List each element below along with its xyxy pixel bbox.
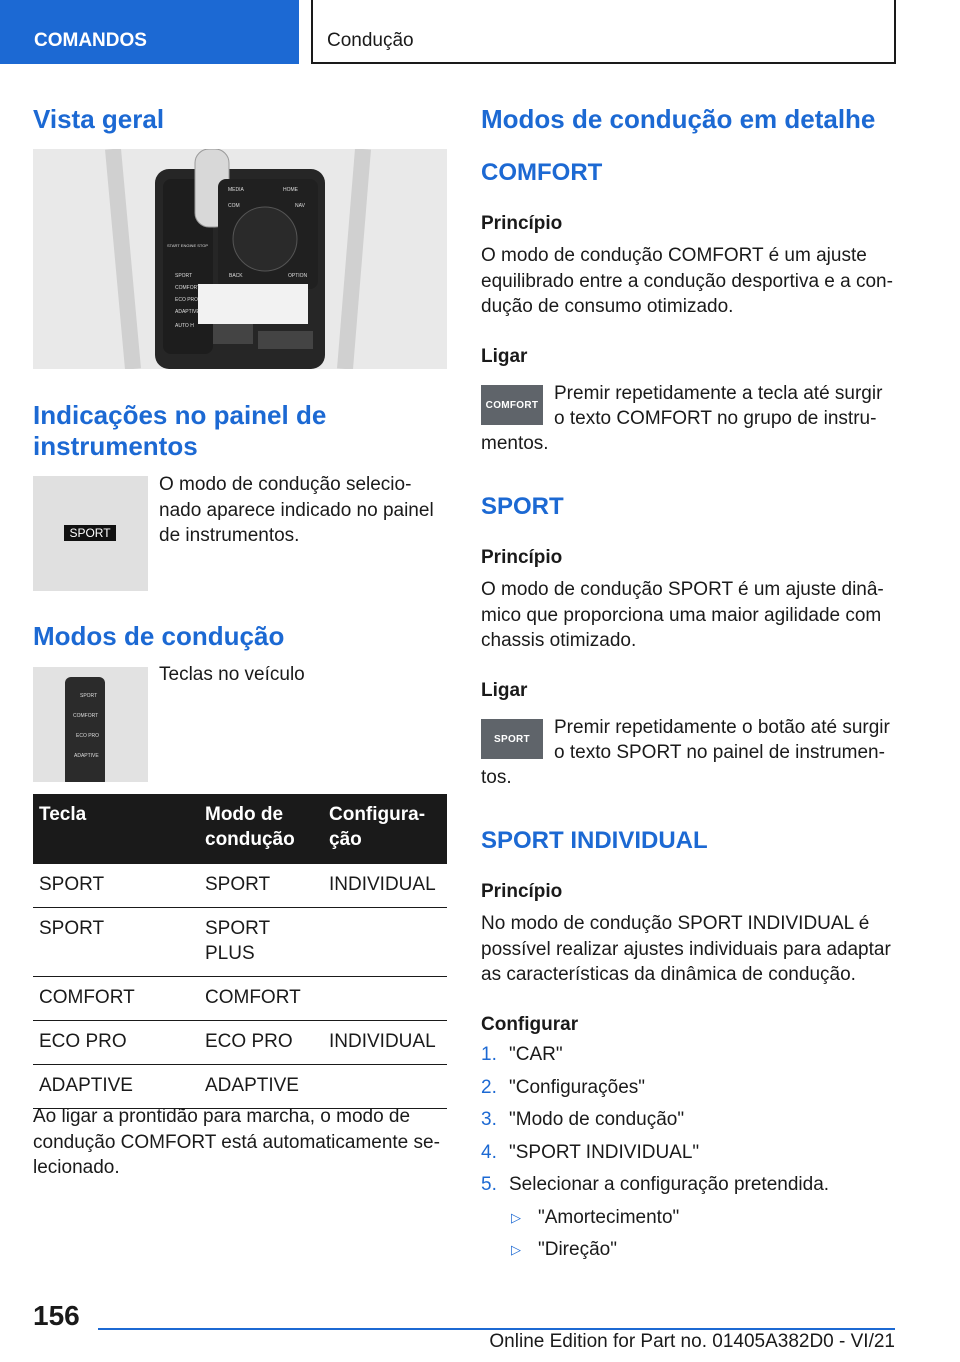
step-number: 4. [481, 1141, 497, 1163]
section-tab: COMANDOS [0, 0, 299, 64]
comfort-principle-text: O modo de condução COMFORT é um ajuste equilibrado entre a condução desportiva e a con-dução de consumo otimizado. [481, 245, 893, 317]
step-number: 1. [481, 1044, 497, 1065]
table-cell: SPORT [199, 864, 323, 908]
console-image [33, 149, 447, 369]
display-title: Indicações no painel de instrumentos [33, 400, 327, 461]
comfort-on-text-1: Premir repetidamente a tecla até surgir [554, 383, 883, 404]
comfort-button-image: COMFORT [481, 385, 543, 425]
table-row [33, 1065, 447, 1109]
sport-display-badge: SPORT [64, 525, 116, 541]
page-number: 156 [33, 1300, 80, 1331]
table-cell: COMFORT [33, 977, 199, 1021]
triangle-bullet-icon: ▷ [511, 1209, 521, 1225]
triangle-bullet-icon: ▷ [511, 1242, 521, 1257]
sport-display-image [33, 476, 148, 591]
table-row [33, 977, 447, 1021]
display-text: O modo de condução selecio-nado aparece indicado no painel de instrumentos. [159, 474, 434, 546]
console-label-sport: SPORT [175, 273, 193, 279]
sport-on-text-3: tos. [481, 767, 512, 788]
individual-heading: SPORT INDIVIDUAL [481, 827, 708, 854]
step-text: "SPORT INDIVIDUAL" [509, 1141, 700, 1163]
modes-title: Modos de condução [33, 621, 285, 651]
step-number: 5. [481, 1174, 497, 1195]
mode-button-sport: SPORT [80, 693, 98, 699]
table-cell: ECO PRO [33, 1021, 199, 1065]
table-row [33, 908, 447, 977]
chapter-tab: Condução [311, 0, 896, 64]
modes-table [33, 794, 447, 1109]
auto-comfort-note: Ao ligar a prontidão para marcha, o modo de condução COMFORT está automaticamente se-lecionado. [33, 1106, 440, 1178]
console-label-comfort: COMFORT [175, 285, 201, 291]
sport-on-label: Ligar [481, 680, 528, 701]
step-number: 2. [481, 1076, 497, 1098]
step-text: Selecionar a configuração pretendida. [509, 1174, 830, 1195]
console-label-nav: NAV [295, 203, 305, 209]
comfort-on-label: Ligar [481, 346, 528, 367]
configure-label: Configurar [481, 1014, 579, 1035]
table-header: Tecla [33, 794, 199, 864]
table-row [33, 864, 447, 908]
sport-on-text-1: Premir repetidamente o botão até surgir [554, 717, 890, 738]
table-cell: ADAPTIVE [199, 1065, 323, 1109]
overview-title: Vista geral [33, 104, 165, 134]
table-cell: ADAPTIVE [33, 1065, 199, 1109]
console-label-com: COM [228, 203, 240, 209]
table-cell: SPORT [33, 864, 199, 908]
sport-principle-label: Princípio [481, 547, 563, 568]
step-number: 3. [481, 1109, 497, 1130]
console-label-eco-pro: ECO PRO [175, 297, 199, 303]
edition-footer: Online Edition for Part no. 01405A382D0 - VI/21 [489, 1331, 895, 1352]
console-label-adaptive: ADAPTIVE [175, 309, 200, 315]
substep-text: "Amortecimento" [538, 1206, 680, 1228]
table-cell: SPORT PLUS [199, 908, 323, 977]
step-text: "Modo de condução" [509, 1109, 685, 1130]
step-text: "CAR" [509, 1044, 563, 1065]
table-cell [323, 1065, 447, 1109]
mode-buttons-image [33, 667, 148, 782]
mode-button-eco-pro: ECO PRO [76, 733, 100, 739]
comfort-on-text-3: mentos. [481, 433, 549, 454]
console-label-auto-h: AUTO H [175, 323, 194, 329]
substep-text: "Direção" [538, 1239, 617, 1260]
console-label-home: HOME [283, 187, 298, 193]
table-header-row [33, 794, 447, 864]
sport-button-image: SPORT [481, 719, 543, 759]
table-cell: COMFORT [199, 977, 323, 1021]
sport-on-text-2: o texto SPORT no painel de instrumen- [554, 742, 885, 763]
table-cell [323, 908, 447, 977]
individual-principle-text: No modo de condução SPORT INDIVIDUAL é possível realizar ajustes individuais para adaptar as características da dinâmica de condução. [481, 913, 891, 985]
individual-principle-label: Princípio [481, 881, 563, 902]
comfort-principle-label: Princípio [481, 213, 563, 234]
modes-caption: Teclas no veículo [159, 664, 305, 685]
table-cell: INDIVIDUAL [323, 864, 447, 908]
console-label-back: BACK [229, 273, 243, 279]
console-label-option: OPTION [288, 273, 308, 279]
mode-button-comfort: COMFORT [73, 713, 99, 719]
sport-principle-text: O modo de condução SPORT é um ajuste dinâ-mico que proporciona uma maior agilidade com chassis otimizado. [481, 579, 884, 651]
console-label-start-stop: START ENGINE STOP [167, 243, 209, 248]
comfort-on-text-2: o texto COMFORT no grupo de instru- [554, 408, 877, 429]
step-text: "Configurações" [509, 1076, 646, 1098]
table-cell: SPORT [33, 908, 199, 977]
table-header: Configura-ção [323, 794, 447, 864]
mode-button-adaptive: ADAPTIVE [74, 753, 99, 759]
table-cell [323, 977, 447, 1021]
footer-divider [98, 1328, 895, 1330]
table-cell: ECO PRO [199, 1021, 323, 1065]
console-label-media: MEDIA [228, 187, 244, 193]
table-header: Modo de condução [199, 794, 323, 864]
sport-heading: SPORT [481, 493, 564, 520]
table-cell: INDIVIDUAL [323, 1021, 447, 1065]
comfort-heading: COMFORT [481, 159, 603, 186]
details-title: Modos de condução em detalhe [481, 104, 876, 134]
table-row [33, 1021, 447, 1065]
